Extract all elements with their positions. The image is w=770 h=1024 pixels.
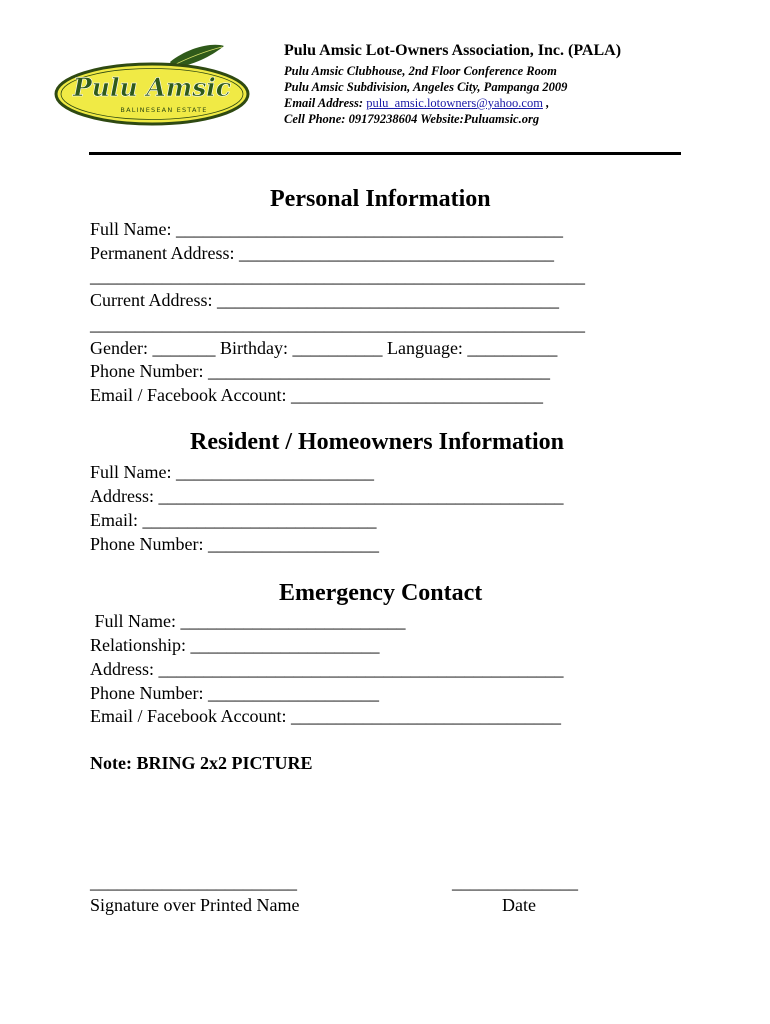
- emergency-email-facebook-field[interactable]: Email / Facebook Account: ______________________________: [90, 706, 561, 726]
- personal-permanent-address-field[interactable]: Permanent Address: ___________________________________: [90, 243, 554, 263]
- personal-gender-birthday-language-field[interactable]: Gender: _______ Birthday: __________ Language: __________: [90, 338, 558, 358]
- personal-permanent-address-line2[interactable]: _______________________________________________________: [90, 266, 585, 286]
- personal-info-title: Personal Information: [270, 186, 491, 212]
- logo-brand-text: Pulu Amsic: [73, 73, 231, 102]
- resident-phone-field[interactable]: Phone Number: ___________________: [90, 534, 379, 554]
- date-line[interactable]: ______________: [452, 872, 578, 892]
- personal-phone-field[interactable]: Phone Number: ______________________________________: [90, 361, 550, 381]
- emergency-address-field[interactable]: Address: _____________________________________________: [90, 659, 564, 679]
- signature-label: Signature over Printed Name: [90, 895, 300, 915]
- resident-address-field[interactable]: Address: _____________________________________________: [90, 486, 564, 506]
- logo-tagline: BALINESEAN ESTATE: [120, 106, 208, 114]
- header-line-1: Pulu Amsic Clubhouse, 2nd Floor Conference Room: [284, 64, 557, 78]
- org-name: Pulu Amsic Lot-Owners Association, Inc. (PALA): [284, 42, 622, 59]
- emergency-phone-field[interactable]: Phone Number: ___________________: [90, 683, 379, 703]
- header-email-line: [284, 96, 549, 111]
- personal-current-address-field[interactable]: Current Address: ______________________________________: [90, 290, 559, 310]
- header-divider: [89, 152, 681, 155]
- emergency-contact-title: Emergency Contact: [279, 580, 483, 606]
- header-line-2: Pulu Amsic Subdivision, Angeles City, Pampanga 2009: [284, 80, 568, 94]
- resident-email-field[interactable]: Email: __________________________: [90, 510, 377, 530]
- emergency-relationship-field[interactable]: Relationship: _____________________: [90, 635, 380, 655]
- personal-current-address-line2[interactable]: _______________________________________________________: [90, 314, 585, 334]
- personal-email-facebook-field[interactable]: Email / Facebook Account: ____________________________: [90, 385, 543, 405]
- personal-full-name-field[interactable]: Full Name: ___________________________________________: [90, 219, 563, 239]
- pulu-amsic-logo: [52, 44, 252, 126]
- email-label: Email Address:: [284, 96, 364, 110]
- resident-full-name-field[interactable]: Full Name: ______________________: [90, 462, 374, 482]
- emergency-full-name-field[interactable]: Full Name: _________________________: [90, 611, 406, 631]
- email-link[interactable]: pulu_amsic.lotowners@yahoo.com: [366, 96, 543, 110]
- date-label: Date: [502, 895, 536, 915]
- signature-line[interactable]: _______________________: [90, 872, 297, 892]
- header-phone-website: Cell Phone: 09179238604 Website:Puluamsic.org: [284, 112, 540, 126]
- note-bring-picture: Note: BRING 2x2 PICTURE: [90, 753, 313, 773]
- email-suffix: ,: [542, 96, 550, 110]
- resident-info-title: Resident / Homeowners Information: [190, 429, 564, 455]
